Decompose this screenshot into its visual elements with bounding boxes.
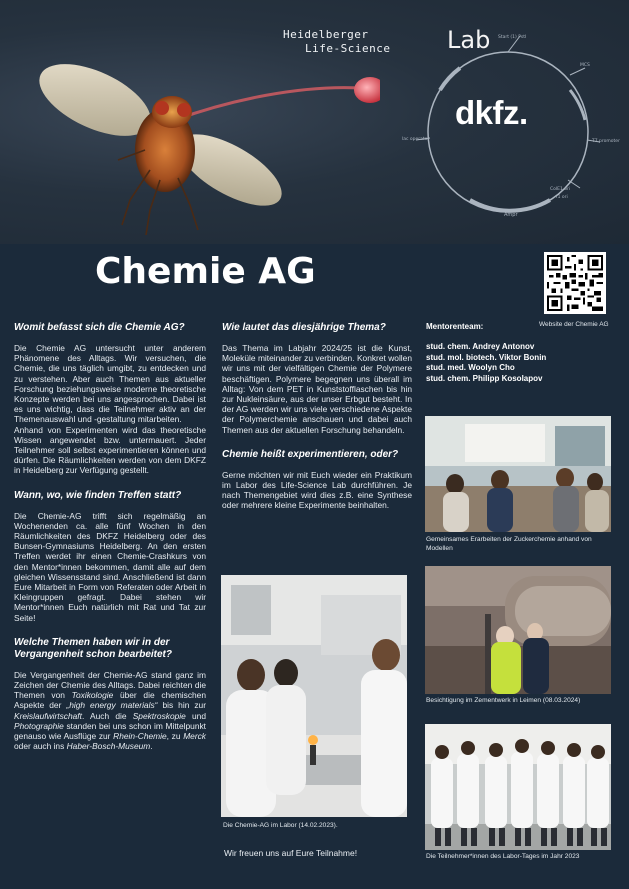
paragraph: Die Vergangenheit der Chemie-AG stand ganz im Zeichen der Chemie des Alltags. Dabei reichten die Themen von Toxikologie über die chemischen Aspekte der „high energy materials“ bis hin zur Kreislaufwirtschaft. Auch die Spektroskopie und Photographie standen bei uns schon im Mittelpunkt genauso wie Ausflüge zur Rhein-Chemie, zu Merck oder auch ins Haber-Bosch-Museum. bbox=[14, 669, 207, 752]
plasmid-label: T7 promoter bbox=[592, 139, 620, 144]
mentor-name: stud. mol. biotech. Viktor Bonin bbox=[426, 352, 547, 362]
section-heading: Chemie heißt experimentieren, oder? bbox=[222, 448, 399, 460]
section-heading: Welche Themen haben wir in der Vergangenheit schon bearbeitet? bbox=[14, 636, 172, 660]
left-column bbox=[14, 322, 206, 752]
paragraph: Anhand von Experimenten wird das theoretische Wissen angewendet bzw. untermauert. Jeder Teilnehmer soll selbst experimentieren können und dürfen. Die Räumlichkeiten werden von dem DKFZ in Heidelberg zur Verfügung gestellt. bbox=[14, 424, 206, 476]
header-banner bbox=[0, 0, 629, 244]
closing-line: Wir freuen uns auf Eure Teilnahme! bbox=[224, 848, 358, 858]
page-title: Chemie AG bbox=[95, 251, 316, 292]
photo-caption: Gemeinsames Erarbeiten der Zuckerchemie anhand von Modellen bbox=[426, 536, 592, 552]
plasmid-label: MCS bbox=[580, 63, 590, 68]
photo-lab bbox=[221, 575, 407, 817]
photo-group bbox=[425, 724, 611, 850]
plasmid-label: lac operator bbox=[402, 137, 430, 142]
photo-caption: Die Teilnehmer*innen des Labor-Tages im Jahr 2023 bbox=[426, 853, 580, 860]
qr-caption: Website der Chemie AG bbox=[539, 321, 609, 328]
right-column bbox=[426, 322, 618, 384]
paragraph: Die Chemie-AG trifft sich regelmäßig an Wochenenden ca. alle fünf Wochen in den Räumlichkeiten des DKFZ Heidelberg oder des Bunsen-Gymnasiums Heidelberg. An den ersten Treffen werdet ihr einen Chemie-Crashkurs von den Mentor*innen bekommen, damit alle auf dem gleichen Wissensstand sind. Anschließend ist dann Eure Mitarbeit in Form von Referaten oder Arbeit in Kleingruppen gefragt. Dabei stehen wir Mentor*innen Euch natürlich mit Rat und Tat zur Seite! bbox=[14, 510, 206, 623]
mentor-list bbox=[426, 342, 618, 384]
qr-code[interactable] bbox=[544, 252, 606, 314]
plasmid-label: ColE1 ori bbox=[550, 187, 571, 192]
plasmid-label: f1 ori bbox=[556, 195, 568, 200]
plasmid-label: Start (1) PstI bbox=[498, 35, 527, 40]
photo-caption: Besichtigung im Zementwerk in Leimen (08.03.2024) bbox=[426, 697, 581, 704]
mentor-heading: Mentorenteam: bbox=[426, 322, 484, 331]
paragraph: Gerne möchten wir mit Euch wieder ein Praktikum im Labor des Life-Science Lab durchführen. Je nach Themengebiet wird dies z.B. eine Synthese oder mehrere kleine Experimente beinhalten. bbox=[222, 469, 412, 511]
dkfz-logo: dkfz. bbox=[455, 94, 528, 131]
middle-column bbox=[222, 322, 412, 511]
photo-caption: Die Chemie-AG im Labor (14.02.2023). bbox=[223, 822, 338, 829]
section-heading: Womit befasst sich die Chemie AG? bbox=[14, 322, 185, 333]
lab-name: Heidelberger Life-Science bbox=[283, 28, 391, 55]
lab-logo-text: Lab bbox=[447, 26, 491, 54]
mentor-name: stud. chem. Andrey Antonov bbox=[426, 342, 535, 352]
paragraph: Das Thema im Labjahr 2024/25 ist die Kunst, Moleküle miteinander zu verbinden. Konkret wollen wir uns mit der vielfältigen Chemie der Polymere beschäftigen. Polymere begegnen uns überall im Alltag: Von dem PET in Kunststofflaschen bis hin zur Nukleinsäure, aus der unser Erbgut besteht. In der AG werden wir uns viele verschiedene Aspekte der Polymerchemie anschauen und dabei auch Themen aus der aktuellen Forschung behandeln. bbox=[222, 343, 412, 435]
photo-classroom bbox=[425, 416, 611, 532]
section-heading: Wie lautet das diesjährige Thema? bbox=[222, 322, 386, 333]
mentor-name: stud. med. Woolyn Cho bbox=[426, 363, 515, 373]
section-heading: Wann, wo, wie finden Treffen statt? bbox=[14, 489, 182, 501]
photo-cement-plant bbox=[425, 566, 611, 694]
paragraph: Die Chemie AG untersucht unter anderem Phänomene des Alltags. Wir versuchen, die Chemie, die uns täglich umgibt, zu entdecken und zu verstehen. Aber auch Themen aus aktueller Forschung beziehungsweise moderne theoretische Konzepte werden bei uns angesprochen. Dabei ist es uns wichtig, dass die Teilnehmer aktiv an der Themenauswahl und -gestaltung mitarbeiten. bbox=[14, 343, 206, 425]
mentor-name: stud. chem. Philipp Kosolapov bbox=[426, 373, 543, 383]
plasmid-label: Ampr bbox=[504, 212, 518, 218]
